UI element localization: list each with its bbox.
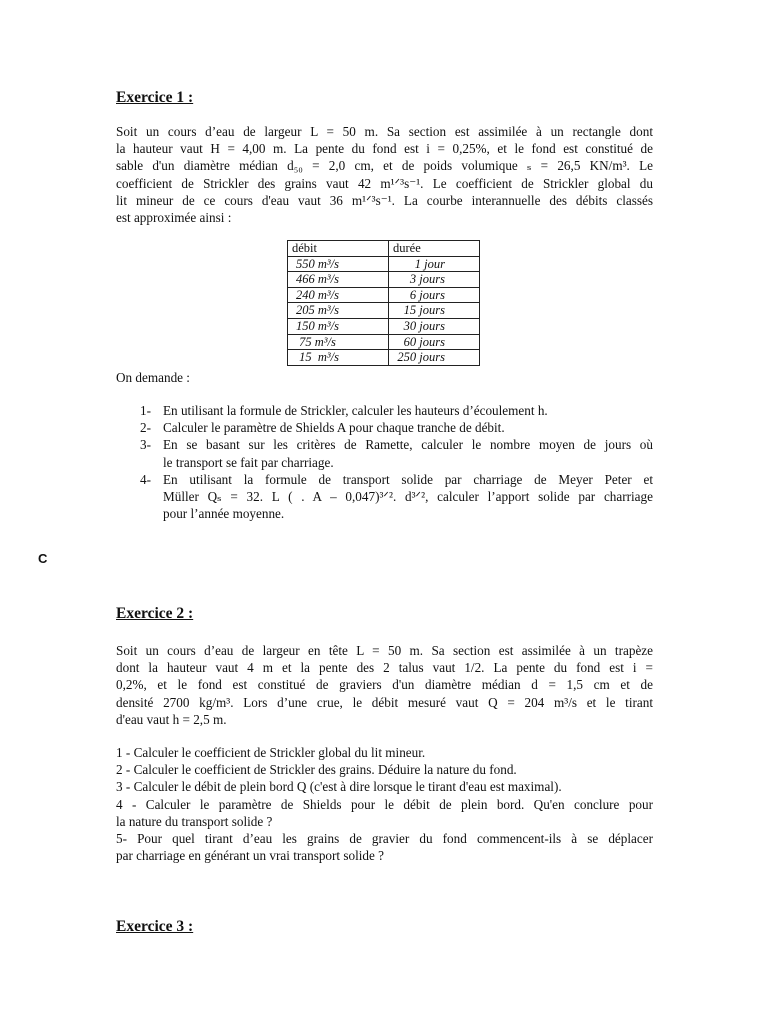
question-text: Calculer le paramètre de Shields A pour chaque tranche de débit. <box>163 420 505 436</box>
exercise-2-title: Exercice 2 : <box>116 605 194 622</box>
question-item <box>140 436 653 470</box>
statement-line: Soit un cours d’eau de largeur L = 50 m. Sa section est assimilée à un rectangle dont <box>116 124 653 139</box>
table-cell: 15 m³/s <box>288 350 389 366</box>
statement-line: lit mineur de ce cours d'eau vaut 36 m¹ᐟ³s⁻¹. La courbe interannuelle des débits classés <box>116 192 653 208</box>
question-text: En utilisant la formule de Strickler, calculer les hauteurs d’écoulement h. <box>163 403 548 418</box>
exercise-1-statement <box>116 123 653 226</box>
table-cell: 466 m³/s <box>288 272 389 288</box>
question-text: le transport se fait par charriage. <box>163 454 334 470</box>
margin-letter-marker: C <box>38 551 48 566</box>
table-cell: 240 m³/s <box>288 287 389 303</box>
table-row <box>288 272 480 288</box>
exercise-1-questions <box>140 402 653 522</box>
table-header-cell: débit <box>288 241 389 257</box>
discharge-duration-table <box>287 240 480 366</box>
statement-line: Soit un cours d’eau de largeur en tête L = 50 m. Sa section est assimilée à un trapèze <box>116 643 653 658</box>
statement-line: d'eau vaut h = 2,5 m. <box>116 711 227 727</box>
question-number: 4- <box>140 471 151 487</box>
table-cell: 1 jour <box>389 256 480 272</box>
table-cell: 60 jours <box>389 334 480 350</box>
table-row <box>288 318 480 334</box>
question-text: En se basant sur les critères de Ramette, calculer le nombre moyen de jours où <box>163 437 653 453</box>
statement-line: est approximée ainsi : <box>116 210 232 226</box>
table-row <box>288 256 480 272</box>
question-text: 2 - Calculer le coefficient de Strickler des grains. Déduire la nature du fond. <box>116 762 517 778</box>
question-text: la nature du transport solide ? <box>116 813 273 829</box>
question-text: par charriage en générant un vrai transport solide ? <box>116 848 385 864</box>
table-cell: 3 jours <box>389 272 480 288</box>
table-row <box>288 303 480 319</box>
table-header-cell: durée <box>389 241 480 257</box>
question-text: Müller Qₛ = 32. L ( . A – 0,047)³ᐟ². d³ᐟ², calculer l’apport solide par charriage <box>163 489 653 505</box>
questions-intro: On demande : <box>116 370 190 385</box>
question-text: 4 - Calculer le paramètre de Shields pour le débit de plein bord. Qu'en conclure pour <box>116 796 653 812</box>
table-row <box>288 287 480 303</box>
statement-line: 0,2%, et le fond est constitué de graviers d'un diamètre médian d = 1,5 cm et de <box>116 677 653 693</box>
exercise-2-statement <box>116 642 653 728</box>
statement-line: coefficient de Strickler des grains vaut 42 m¹ᐟ³s⁻¹. Le coefficient de Strickler global du <box>116 175 653 191</box>
table-header-row <box>288 241 480 257</box>
question-number: 3- <box>140 437 151 453</box>
question-item <box>140 402 653 419</box>
question-text: 3 - Calculer le débit de plein bord Q (c'est à dire lorsque le tirant d'eau est maximal). <box>116 779 562 795</box>
table-cell: 250 jours <box>389 350 480 366</box>
question-number: 1- <box>140 403 151 418</box>
question-item <box>140 419 653 436</box>
statement-line: dont la hauteur vaut 4 m et la pente des 2 talus vaut 1/2. La pente du fond est i = <box>116 660 653 676</box>
question-text: 5- Pour quel tirant d’eau les grains de gravier du fond commencent-ils à se déplacer <box>116 831 653 847</box>
exercise-1-title: Exercice 1 : <box>116 89 194 106</box>
question-item <box>140 471 653 523</box>
table-row <box>288 334 480 350</box>
question-text: En utilisant la formule de transport solide par charriage de Meyer Peter et <box>163 471 653 487</box>
statement-line: densité 2700 kg/m³. Lors d’une crue, le débit mesuré vaut Q = 204 m³/s et le tirant <box>116 694 653 710</box>
question-text: pour l’année moyenne. <box>163 506 285 522</box>
table-cell: 205 m³/s <box>288 303 389 319</box>
table-cell: 6 jours <box>389 287 480 303</box>
table-cell: 150 m³/s <box>288 318 389 334</box>
exercise-2-questions <box>116 744 653 864</box>
question-number: 2- <box>140 420 151 436</box>
statement-line: sable d'un diamètre médian d₅₀ = 2,0 cm, et de poids volumique ₛ = 26,5 KN/m³. Le <box>116 158 653 174</box>
table-cell: 75 m³/s <box>288 334 389 350</box>
table-cell: 15 jours <box>389 303 480 319</box>
statement-line: la hauteur vaut H = 4,00 m. La pente du fond est i = 0,25%, et le fond est constitué de <box>116 141 653 157</box>
table-cell: 30 jours <box>389 318 480 334</box>
table-cell: 550 m³/s <box>288 256 389 272</box>
question-text: 1 - Calculer le coefficient de Strickler global du lit mineur. <box>116 745 426 760</box>
exercise-3-title: Exercice 3 : <box>116 918 194 935</box>
table-row <box>288 350 480 366</box>
